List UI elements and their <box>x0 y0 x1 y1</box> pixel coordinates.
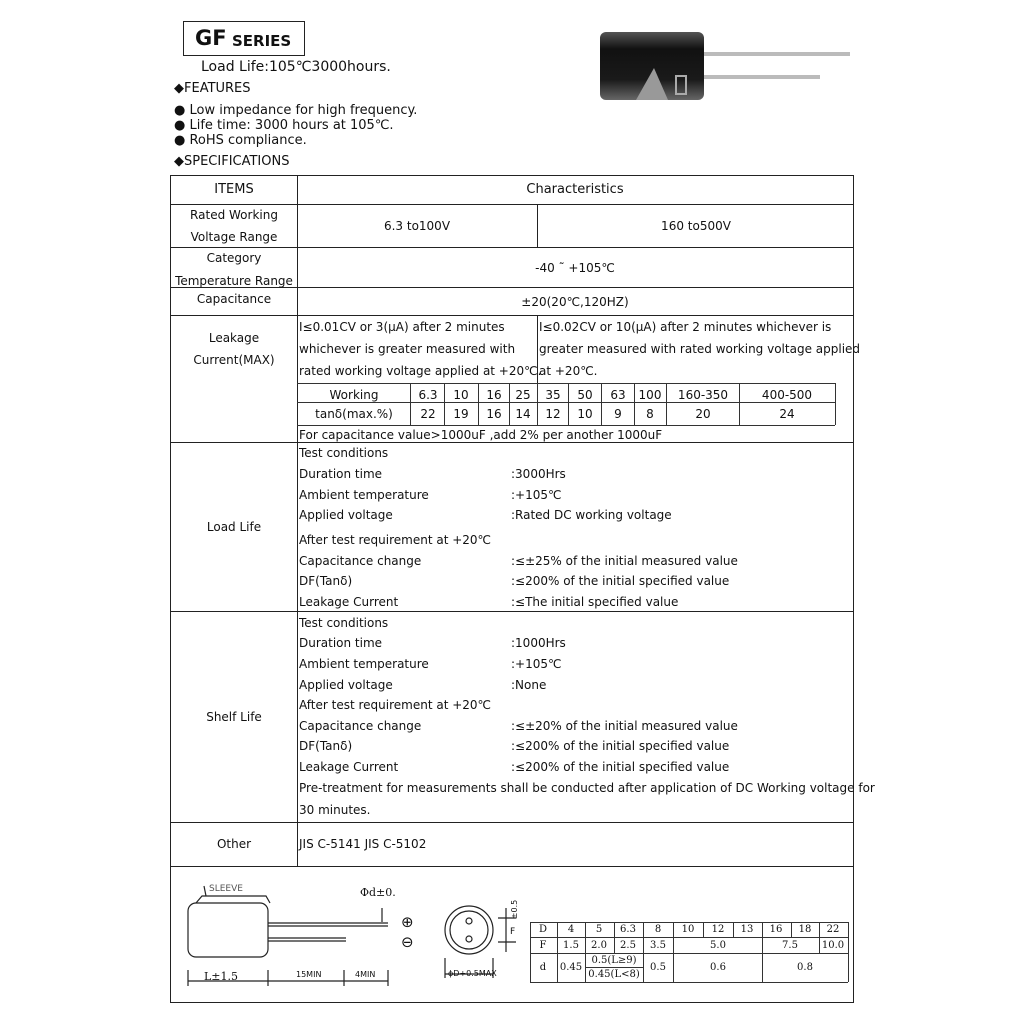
feature-1: ● Low impedance for high frequency. <box>174 103 418 118</box>
tan-col-line <box>601 383 602 425</box>
dim-lead-value: 0.45 <box>559 962 583 973</box>
leakage-low-line-1: I≤0.01CV or 3(µA) after 2 minutes <box>299 320 505 334</box>
leakage-high-line-3: at +20℃. <box>539 364 598 378</box>
shelf-cap-change-value: :≤±20% of the initial measured value <box>511 719 738 733</box>
category-label-2: Temperature Range <box>175 274 293 288</box>
tan-col-line <box>444 383 445 425</box>
lead-diameter-label: Φd±0. <box>360 886 396 899</box>
load-test-conditions: Test conditions <box>299 446 389 460</box>
shelf-df-value: :≤200% of the initial specified value <box>511 739 730 753</box>
dim-col <box>673 922 674 982</box>
tan-col-line <box>509 383 510 425</box>
dim-col <box>848 922 849 982</box>
tan-voltage: 16 <box>486 388 502 402</box>
tan-value: 20 <box>695 407 711 421</box>
row-line <box>170 866 854 867</box>
dim-d-value: 4 <box>567 924 575 935</box>
rated-high-range: 160 to500V <box>661 219 731 233</box>
dim-lead-value: 0.5(L≥9) <box>591 955 637 966</box>
dim-d-value: 12 <box>711 924 725 935</box>
dim-d-value: 5 <box>595 924 603 935</box>
tan-voltage: 6.3 <box>418 388 438 402</box>
dim-col <box>819 922 820 953</box>
row-line <box>170 822 854 823</box>
load-duration-value: :3000Hrs <box>511 467 566 481</box>
rated-label-2: Voltage Range <box>190 230 278 244</box>
other-label: Other <box>216 837 252 851</box>
leakage-high-line-1: I≤0.02CV or 10(µA) after 2 minutes whichever is <box>539 320 832 334</box>
spacing-f-label: F <box>510 927 516 937</box>
leakage-low-line-3: rated working voltage applied at +20℃. <box>299 364 542 378</box>
tan-value: 16 <box>486 407 502 421</box>
shelf-leakage-label: Leakage Current <box>299 760 399 774</box>
capacitance-value: ±20(20℃,120HZ) <box>521 295 629 309</box>
tan-max-label: tanδ(max.%) <box>315 407 393 421</box>
dim-d-value: 16 <box>769 924 783 935</box>
shelf-leakage-value: :≤200% of the initial specified value <box>511 760 730 774</box>
table-border-right <box>853 175 854 1002</box>
dim-d-value: 8 <box>654 924 662 935</box>
dim-col <box>703 922 704 937</box>
pretreatment-line-1: Pre-treatment for measurements shall be conducted after application of DC Working voltage for <box>299 781 875 795</box>
load-df-label: DF(Tanδ) <box>299 574 353 588</box>
load-cap-change-value: :≤±25% of the initial measured value <box>511 554 738 568</box>
tan-value: 10 <box>577 407 593 421</box>
specifications-heading: ◆SPECIFICATIONS <box>174 154 290 169</box>
dim-d-value: 10 <box>681 924 695 935</box>
tan-voltage: 25 <box>515 388 531 402</box>
dim-f-value: 1.5 <box>563 940 579 951</box>
dim-lead-value: 0.8 <box>797 962 813 973</box>
leakage-low-line-2: whichever is greater measured with <box>299 342 516 356</box>
dim-f-header: F <box>539 940 547 951</box>
spacing-tolerance: ±0.5 <box>510 899 520 920</box>
rated-label-1: Rated Working <box>190 208 278 222</box>
tan-voltage: 100 <box>638 388 662 402</box>
dim-col <box>530 922 531 982</box>
leakage-label-1: Leakage <box>208 331 260 345</box>
table-border-left <box>170 175 171 1002</box>
series-title: GF <box>195 26 227 50</box>
minus-icon: ⊖ <box>401 933 414 951</box>
shelf-ambient-value: :+105℃ <box>511 657 562 671</box>
other-standards: JIS C-5141 JIS C-5102 <box>299 837 427 851</box>
dim-d-value: 22 <box>826 924 840 935</box>
tan-value: 12 <box>545 407 561 421</box>
dim-line <box>585 967 643 968</box>
dim-f-value: 7.5 <box>782 940 798 951</box>
series-title-suffix: SERIES <box>232 32 292 50</box>
characteristics-header: Characteristics <box>526 182 624 197</box>
dim-line <box>530 922 848 923</box>
dim-f-value: 10.0 <box>821 940 845 951</box>
dim-col <box>733 922 734 937</box>
dim-d-value: 13 <box>740 924 754 935</box>
tan-voltage: 63 <box>610 388 626 402</box>
tan-voltage: 160-350 <box>677 388 729 402</box>
tan-col-line <box>835 383 836 425</box>
tan-value: 14 <box>515 407 531 421</box>
dim-d-value: 18 <box>798 924 812 935</box>
tan-col-line <box>410 383 411 425</box>
category-label-1: Category <box>206 251 262 265</box>
dim-lead-header: d <box>539 962 547 973</box>
table-col-divider <box>297 175 298 867</box>
dim-lead-value: 0.45(L<8) <box>588 969 640 980</box>
dim-line <box>530 937 848 938</box>
tan-col-line <box>568 383 569 425</box>
shelf-duration-label: Duration time <box>299 636 383 650</box>
load-leakage-label: Leakage Current <box>299 595 399 609</box>
tan-voltage: 10 <box>453 388 469 402</box>
plus-icon: ⊕ <box>401 913 414 931</box>
dim-col <box>614 922 615 953</box>
row-line <box>170 204 854 205</box>
dim-d-value: 6.3 <box>620 924 636 935</box>
tan-value: 8 <box>646 407 654 421</box>
dim-lead-value: 0.6 <box>710 962 726 973</box>
dim-line <box>530 982 848 983</box>
tan-col-line <box>478 383 479 425</box>
row-line <box>170 442 854 443</box>
lead-15min: 15MIN <box>296 970 322 979</box>
load-voltage-label: Applied voltage <box>299 508 393 522</box>
items-header: ITEMS <box>214 182 254 197</box>
dim-f-value: 2.0 <box>591 940 607 951</box>
dim-col <box>643 922 644 982</box>
voltage-split-line <box>537 204 538 247</box>
shelf-cap-change-label: Capacitance change <box>299 719 422 733</box>
dim-col <box>762 922 763 982</box>
tan-working-label: Working <box>329 388 379 402</box>
shelf-test-conditions: Test conditions <box>299 616 389 630</box>
row-line <box>170 247 854 248</box>
row-line <box>170 611 854 612</box>
tan-voltage: 400-500 <box>761 388 813 402</box>
row-line <box>170 315 854 316</box>
dim-col <box>791 922 792 937</box>
table-border-bottom <box>170 1002 854 1003</box>
load-leakage-value: :≤The initial specified value <box>511 595 679 609</box>
feature-3: ● RoHS compliance. <box>174 133 307 148</box>
tan-voltage: 35 <box>545 388 561 402</box>
lead-4min: 4MIN <box>355 970 376 979</box>
tan-col-line <box>739 383 740 425</box>
tan-line <box>297 425 835 426</box>
load-voltage-value: :Rated DC working voltage <box>511 508 672 522</box>
load-cap-change-label: Capacitance change <box>299 554 422 568</box>
tan-col-line <box>537 383 538 425</box>
shelf-ambient-label: Ambient temperature <box>299 657 429 671</box>
load-after-test: After test requirement at +20℃ <box>299 533 492 547</box>
leakage-label-2: Current(MAX) <box>193 353 275 367</box>
diameter-dimension: ϕD+0.5MAX <box>448 969 497 978</box>
shelf-voltage-value: :None <box>511 678 547 692</box>
shelf-duration-value: :1000Hrs <box>511 636 566 650</box>
tan-col-line <box>634 383 635 425</box>
tan-line <box>297 383 835 384</box>
sleeve-label: SLEEVE <box>209 884 243 894</box>
features-heading: ◆FEATURES <box>174 81 251 96</box>
tan-value: 22 <box>420 407 436 421</box>
leakage-high-line-2: greater measured with rated working voltage applied <box>539 342 861 356</box>
tan-voltage: 50 <box>577 388 593 402</box>
capacitor-photo <box>596 28 852 106</box>
shelf-after-test: After test requirement at +20℃ <box>299 698 492 712</box>
dim-col <box>557 922 558 982</box>
tan-value: 19 <box>453 407 469 421</box>
dim-f-value: 5.0 <box>710 940 726 951</box>
feature-2: ● Life time: 3000 hours at 105℃. <box>174 118 394 133</box>
load-duration-label: Duration time <box>299 467 383 481</box>
load-life-summary: Load Life:105℃3000hours. <box>201 59 391 75</box>
dim-f-value: 2.5 <box>620 940 636 951</box>
pretreatment-line-2: 30 minutes. <box>299 803 371 817</box>
dim-f-value: 3.5 <box>650 940 666 951</box>
temperature-range-value: -40 ˜ +105℃ <box>535 261 615 275</box>
dim-lead-value: 0.5 <box>650 962 666 973</box>
load-life-label: Load Life <box>206 520 262 534</box>
capacitance-label: Capacitance <box>196 292 272 306</box>
rated-low-range: 6.3 to100V <box>383 219 451 233</box>
load-ambient-value: :+105℃ <box>511 488 562 502</box>
tan-value: 9 <box>614 407 622 421</box>
shelf-life-label: Shelf Life <box>206 710 262 724</box>
table-border-top <box>170 175 854 176</box>
dim-d-header: D <box>538 924 548 935</box>
tan-col-line <box>666 383 667 425</box>
load-ambient-label: Ambient temperature <box>299 488 429 502</box>
capacitance-note: For capacitance value>1000uF ,add 2% per another 1000uF <box>299 428 663 442</box>
shelf-df-label: DF(Tanδ) <box>299 739 353 753</box>
load-df-value: :≤200% of the initial specified value <box>511 574 730 588</box>
tan-line <box>297 402 835 403</box>
dim-col <box>585 922 586 982</box>
series-title-box <box>183 21 305 56</box>
dim-line <box>530 953 848 954</box>
shelf-voltage-label: Applied voltage <box>299 678 393 692</box>
length-dimension: L±1.5 <box>204 970 239 983</box>
tan-value: 24 <box>779 407 795 421</box>
